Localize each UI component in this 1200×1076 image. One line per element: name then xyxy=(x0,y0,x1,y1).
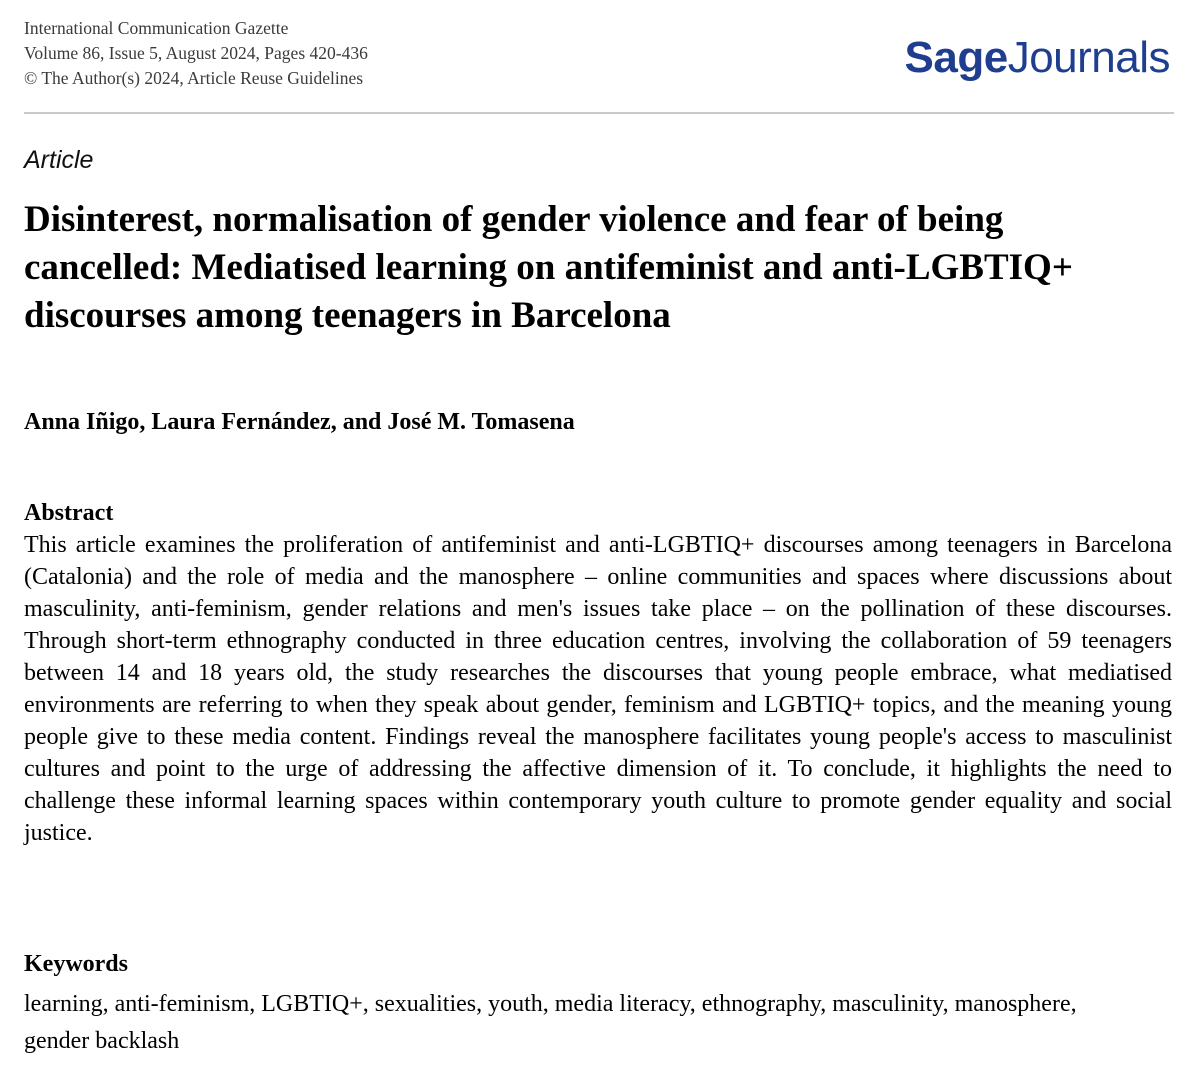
journal-copyright: © The Author(s) 2024, Article Reuse Guidelines xyxy=(24,68,364,88)
logo-journals-text: Journals xyxy=(1007,33,1170,82)
journal-meta xyxy=(24,16,368,91)
logo-sage-text: Sage xyxy=(904,33,1008,82)
journal-issue: Volume 86, Issue 5, August 2024, Pages 420-436 xyxy=(24,43,368,63)
header-divider xyxy=(24,112,1174,114)
article-title: Disinterest, normalisation of gender violence and fear of being cancelled: Mediatised learning on antifeminist and anti-LGBTIQ+ discourses among teenagers in Barcelona xyxy=(24,199,1073,336)
article-type-label: Article xyxy=(24,146,94,174)
journal-name: International Communication Gazette xyxy=(24,18,289,38)
keywords-heading: Keywords xyxy=(24,951,128,977)
abstract-heading: Abstract xyxy=(24,500,114,526)
article-authors: Anna Iñigo, Laura Fernández, and José M. Tomasena xyxy=(24,409,575,435)
abstract-text: This article examines the proliferation of antifeminist and anti-LGBTIQ+ discourses among teenagers in Barcelona (Catalonia) and the role of media and the manosphere – online communities and spaces where discussions about masculinity, anti-feminism, gender relations and men's issues take place – on the pollination of these discourses. Through short-term ethnography conducted in three education centres, involving the collaboration of 59 teenagers between 14 and 18 years old, the study researches the discourses that young people embrace, what mediatised environments are referring to when they speak about gender, feminism and LGBTIQ+ topics, and the meaning young people give to these media content. Findings reveal the manosphere facilitates young people's access to masculinist cultures and point to the urge of addressing the affective dimension of it. To conclude, it highlights the need to challenge these informal learning spaces within contemporary youth culture to promote gender equality and social justice. xyxy=(24,532,1172,846)
sage-journals-logo xyxy=(905,34,1170,82)
keywords-list: learning, anti-feminism, LGBTIQ+, sexualities, youth, media literacy, ethnography, masculinity, manosphere, gender backlash xyxy=(24,991,1077,1054)
article-header xyxy=(24,16,1174,116)
